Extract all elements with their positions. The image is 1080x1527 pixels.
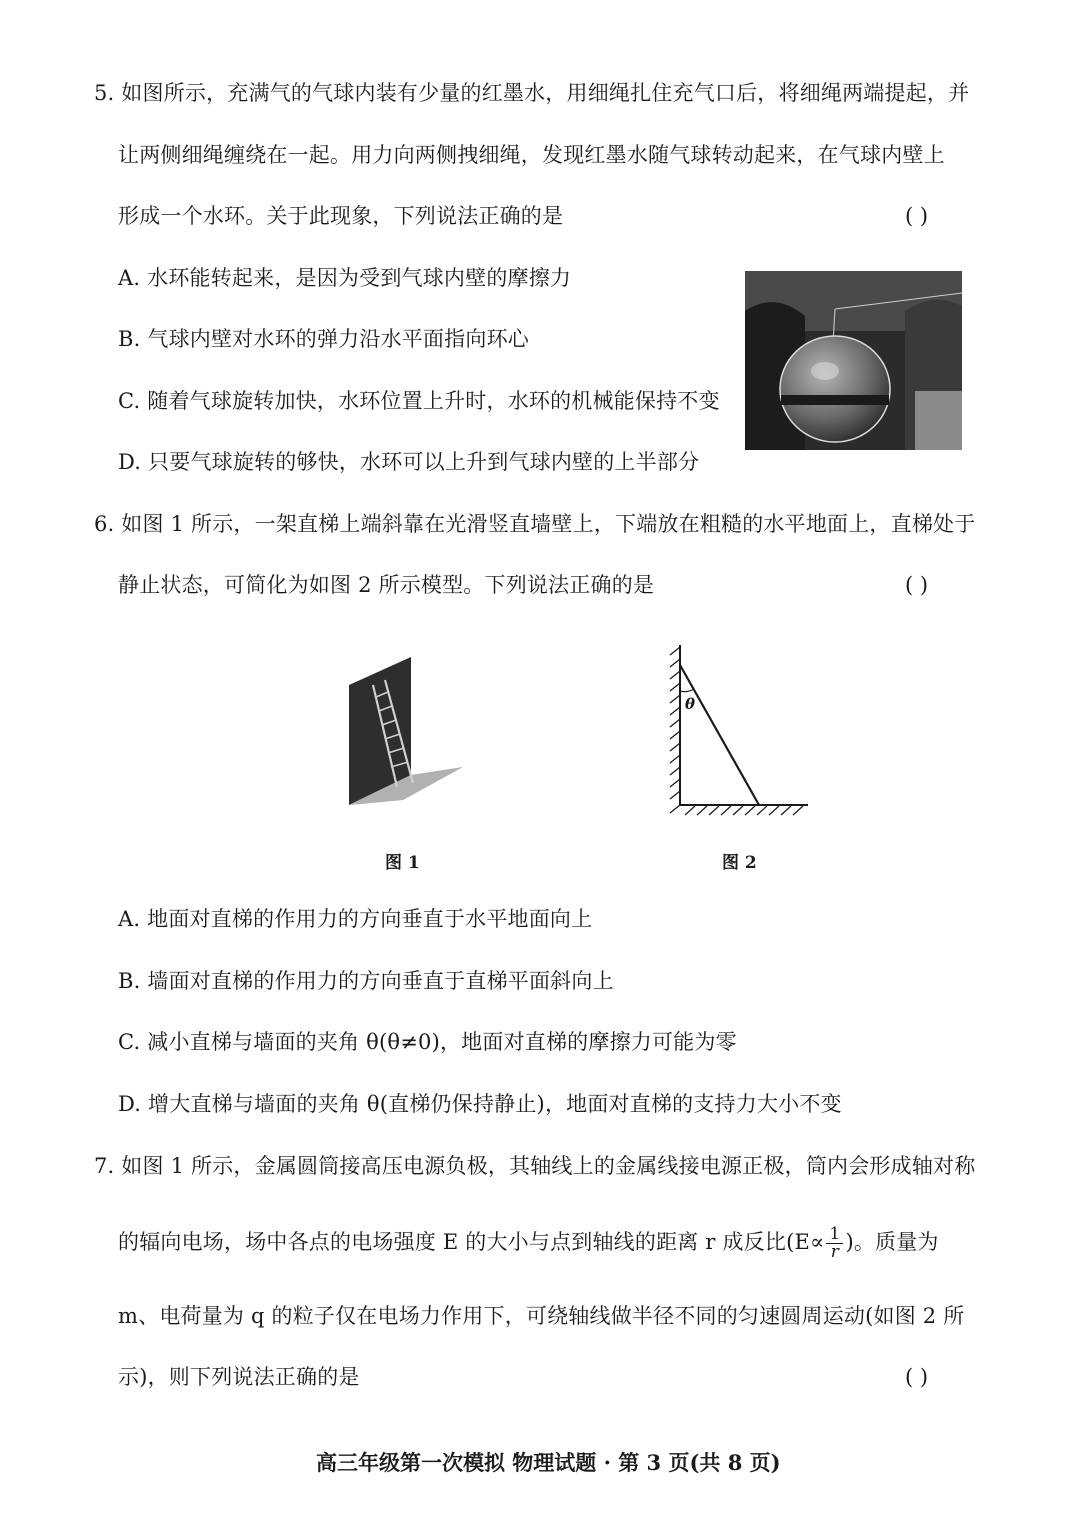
q5-option-a: A. 水环能转起来，是因为受到气球内壁的摩擦力 [118,266,572,290]
figure-1-label: 图 1 [385,853,420,873]
q6-option-c: C. 减小直梯与墙面的夹角 θ(θ≠0)，地面对直梯的摩擦力可能为零 [118,1030,737,1054]
theta-label: θ [685,695,696,713]
q6-answer-paren: ( ) [905,573,929,597]
q7-line-2 [118,1226,939,1261]
inverse-r-fraction [826,1226,843,1261]
q5-option-c: C. 随着气球旋转加快，水环位置上升时，水环的机械能保持不变 [118,389,720,413]
page-footer: 高三年级第一次模拟 物理试题 · 第 3 页(共 8 页) [316,1450,781,1475]
q6-option-b: B. 墙面对直梯的作用力的方向垂直于直梯平面斜向上 [118,969,614,993]
q7-line-2-tail: )。质量为 [845,1230,939,1254]
q7-line-4: 示)，则下列说法正确的是 [118,1365,360,1389]
q7-line-1: 7. 如图 1 所示，金属圆筒接高压电源负极，其轴线上的金属线接电源正极，筒内会形成轴对称 [94,1154,976,1178]
figure-2-label: 图 2 [722,853,757,873]
balloon-photo [745,271,962,450]
q5-answer-paren: ( ) [905,204,929,228]
q7-line-2-text: 的辐向电场，场中各点的电场强度 E 的大小与点到轴线的距离 r 成反比(E∝ [118,1230,825,1254]
fraction-numerator: 1 [826,1226,843,1244]
q6-option-d: D. 增大直梯与墙面的夹角 θ(直梯仍保持静止)，地面对直梯的支持力大小不变 [118,1092,842,1116]
q6-line-1: 6. 如图 1 所示，一架直梯上端斜靠在光滑竖直墙壁上，下端放在粗糙的水平地面上，直梯处于 [94,512,976,536]
ladder-model-figure-2 [665,643,815,818]
ladder-figure-1 [345,655,465,810]
q5-option-d: D. 只要气球旋转的够快，水环可以上升到气球内壁的上半部分 [118,450,700,474]
q6-option-a: A. 地面对直梯的作用力的方向垂直于水平地面向上 [118,907,593,931]
fraction-denominator: r [830,1242,840,1262]
q5-line-1: 5. 如图所示，充满气的气球内装有少量的红墨水，用细绳扎住充气口后，将细绳两端提起，并 [94,81,970,105]
q6-line-2: 静止状态，可简化为如图 2 所示模型。下列说法正确的是 [118,573,655,597]
q5-line-3: 形成一个水环。关于此现象，下列说法正确的是 [118,204,564,228]
q5-line-2: 让两侧细绳缠绕在一起。用力向两侧拽细绳，发现红墨水随气球转动起来，在气球内壁上 [118,143,945,167]
q7-line-3: m、电荷量为 q 的粒子仅在电场力作用下，可绕轴线做半径不同的匀速圆周运动(如图 2 所 [118,1304,965,1328]
q7-answer-paren: ( ) [905,1365,929,1389]
q5-option-b: B. 气球内壁对水环的弹力沿水平面指向环心 [118,327,529,351]
